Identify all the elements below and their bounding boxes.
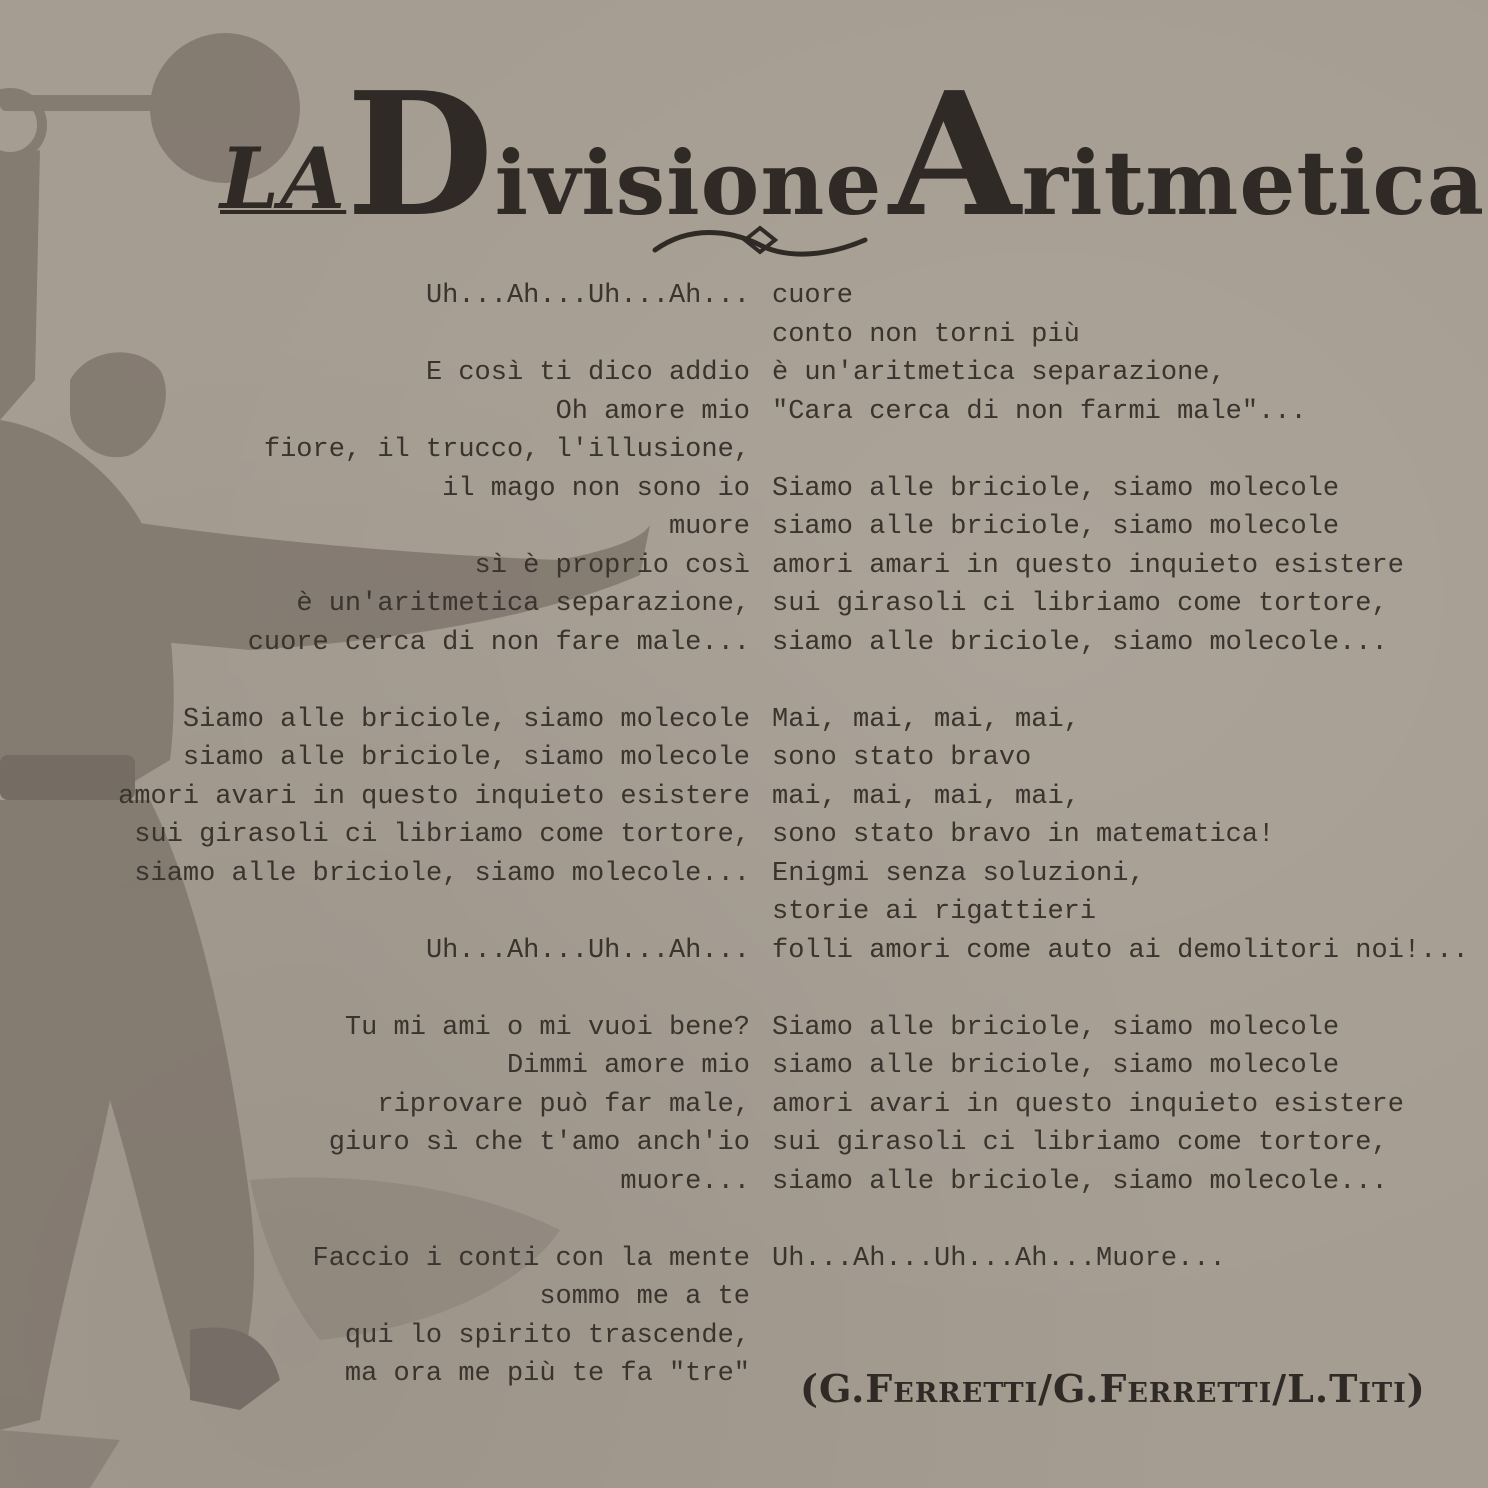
- flourish-ornament: [650, 220, 870, 270]
- title-initial-a: A: [888, 55, 1022, 255]
- lyric-line: siamo alle briciole, siamo molecole: [182, 743, 750, 773]
- lyric-line: muore: [668, 512, 750, 542]
- lyric-line: [118, 316, 750, 355]
- lyric-line: fiore, il trucco, l'illusione,: [263, 435, 750, 465]
- lyric-line: ma ora me più te fa "tre": [344, 1359, 750, 1389]
- belt: [0, 755, 135, 800]
- lyric-line: il mago non sono io: [442, 473, 750, 504]
- lyric-line: conto non torni più: [772, 319, 1080, 350]
- lyric-line: sono stato bravo: [772, 743, 1032, 773]
- lyric-line: storie ai rigattieri: [772, 897, 1097, 927]
- lyric-line: Oh amore mio: [555, 396, 750, 427]
- lyric-line: [118, 1201, 750, 1240]
- lyric-line: [772, 662, 1469, 701]
- lyric-line: amori amari in questo inquieto esistere: [772, 550, 1404, 581]
- lyric-line: Tu mi ami o mi vuoi bene?: [344, 1012, 750, 1043]
- title-word2-rest: ritmetica: [1021, 131, 1486, 235]
- lyric-line: sommo me a te: [539, 1282, 750, 1312]
- lyric-line: giuro sì che t'amo anch'io: [328, 1128, 750, 1158]
- lyric-line: siamo alle briciole, siamo molecole...: [772, 1166, 1388, 1197]
- lyric-line: è un'aritmetica separazione,: [296, 589, 750, 619]
- lyric-line: Uh...Ah...Uh...Ah...: [425, 935, 750, 966]
- lyric-line: sui girasoli ci libriamo come tortore,: [772, 1128, 1388, 1158]
- title-block: [200, 55, 1486, 280]
- lyric-line: E così ti dico addio: [425, 358, 750, 388]
- lyric-line: sono stato bravo in matematica!: [772, 820, 1275, 850]
- lyric-line: Enigmi senza soluzioni,: [772, 858, 1145, 889]
- lyric-line: sui girasoli ci libriamo come tortore,: [772, 589, 1388, 619]
- lyric-line: [118, 970, 750, 1009]
- lyric-line: Mai, mai, mai, mai,: [772, 704, 1080, 735]
- page-title: [220, 55, 1486, 255]
- lyric-line: Siamo alle briciole, siamo molecole: [772, 473, 1340, 504]
- lyric-line: "Cara cerca di non farmi male"...: [772, 396, 1307, 427]
- lyric-line: siamo alle briciole, siamo molecole...: [772, 627, 1388, 658]
- lyric-line: muore...: [620, 1166, 750, 1197]
- lyric-line: Dimmi amore mio: [506, 1051, 750, 1081]
- lyric-line: amori avari in questo inquieto esistere: [772, 1089, 1404, 1120]
- lyrics-right-column: [772, 277, 1469, 1278]
- lyric-line: sì è proprio così: [474, 550, 750, 581]
- title-initial-d: D: [346, 55, 495, 255]
- lyric-line: [772, 1201, 1469, 1240]
- lyric-line: mai, mai, mai, mai,: [772, 781, 1080, 812]
- lyric-line: amori avari in questo inquieto esistere: [118, 781, 750, 812]
- lyric-line: Siamo alle briciole, siamo molecole: [772, 1012, 1340, 1043]
- lyric-line: [118, 893, 750, 932]
- lyric-line: è un'aritmetica separazione,: [772, 358, 1226, 388]
- lyric-line: Uh...Ah...Uh...Ah...: [425, 281, 750, 311]
- lyric-line: Siamo alle briciole, siamo molecole: [182, 704, 750, 735]
- lyric-line: sui girasoli ci libriamo come tortore,: [134, 820, 750, 850]
- title-word1-rest: ivisione: [494, 131, 883, 235]
- lyric-line: siamo alle briciole, siamo molecole: [772, 512, 1340, 542]
- lyric-line: folli amori come auto ai demolitori noi!...: [772, 935, 1469, 966]
- lyric-line: [772, 970, 1469, 1009]
- raised-arm: [0, 150, 40, 420]
- lyric-line: cuore cerca di non fare male...: [247, 627, 750, 658]
- lyric-line: qui lo spirito trascende,: [344, 1320, 750, 1351]
- lyric-line: riprovare può far male,: [377, 1089, 750, 1120]
- songwriter-credits: (G.Ferretti/G.Ferretti/L.Titi): [800, 1366, 1426, 1411]
- lyrics-left-column: [118, 277, 750, 1394]
- lyric-line: cuore: [772, 281, 854, 311]
- title-article: LA: [220, 129, 347, 228]
- lyric-line: [118, 662, 750, 701]
- lyric-line: siamo alle briciole, siamo molecole...: [134, 858, 750, 889]
- lyric-line: Uh...Ah...Uh...Ah...Muore...: [772, 1243, 1226, 1274]
- lyric-line: siamo alle briciole, siamo molecole: [772, 1051, 1340, 1081]
- lyric-line: [772, 431, 1469, 470]
- lyric-line: Faccio i conti con la mente: [312, 1243, 750, 1274]
